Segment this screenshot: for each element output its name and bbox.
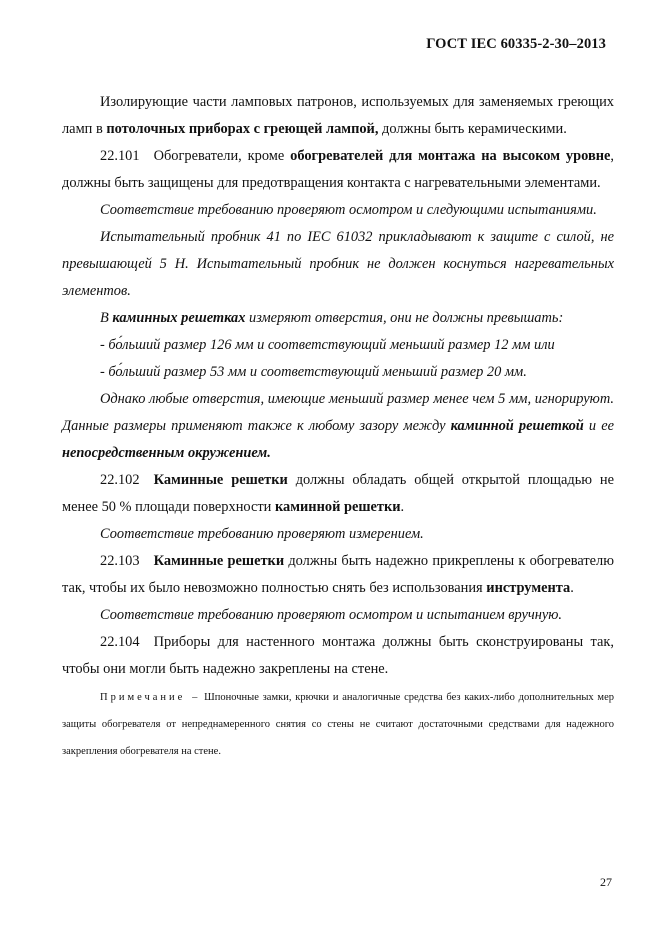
compliance-note-inspection — [62, 197, 614, 224]
document-body — [62, 89, 614, 776]
clause-number: 22.101 — [100, 148, 140, 164]
compliance-note-manual-test — [62, 602, 614, 629]
bold-term: непосредственным окружением. — [62, 445, 271, 461]
list-item: - бо́льший размер 53 мм и соответствующий меньший размер 20 мм. — [100, 364, 527, 380]
paragraph-text: Соответствие требованию проверяют измерением. — [100, 526, 424, 542]
paragraph-text: . — [400, 499, 405, 515]
paragraph-text: Однако любые отверстия, имеющие меньший размер менее чем 5 мм, игнорируют. Данные размеры применяют также к любому зазору между — [62, 391, 614, 434]
paragraph-lamp-holders — [62, 89, 614, 143]
bold-term: инструмента — [486, 580, 571, 596]
paragraph-text: Испытательный пробник 41 по IEC 61032 прикладывают к защите с силой, не превышающей 5 Н. Испытательный пробник не должен коснуться нагревательных элементов. — [62, 229, 614, 299]
page-number: 27 — [600, 875, 612, 889]
bold-term: каминной решетки — [274, 499, 401, 515]
paragraph-text: должны быть керамическими. — [378, 121, 567, 137]
compliance-note-measurement — [62, 521, 614, 548]
paragraph-text: измеряют отверстия, они не должны превышать: — [245, 310, 564, 326]
document-header-title: ГОСТ IEC 60335-2-30–2013 — [426, 36, 606, 52]
clause-22-102 — [62, 467, 614, 521]
note-label: Примечание – — [100, 692, 201, 703]
clause-22-103 — [62, 548, 614, 602]
openings-ignored-paragraph — [62, 386, 614, 467]
clause-22-104 — [62, 629, 614, 683]
clause-number: 22.103 — [100, 553, 140, 569]
clause-22-101 — [62, 143, 614, 197]
paragraph-text: В — [100, 310, 113, 326]
list-item: - бо́льший размер 126 мм и соответствующий меньший размер 12 мм или — [100, 337, 555, 353]
paragraph-text: Соответствие требованию проверяют осмотром и испытанием вручную. — [100, 607, 563, 623]
bold-term: каминной решеткой — [450, 418, 584, 434]
bold-term: обогревателей для монтажа на высоком уровне — [290, 148, 611, 164]
paragraph-text: Приборы для настенного монтажа должны быть сконструированы так, чтобы они могли быть надежно закреплены на стене. — [62, 634, 614, 677]
bold-term: потолочных приборах с греющей лампой, — [106, 121, 379, 137]
paragraph-text: . — [570, 580, 574, 596]
paragraph-text: Обогреватели, кроме — [153, 148, 291, 164]
paragraph-text: Изолирующие части ламповых патронов, используемых для заменяемых греющих ламп в — [62, 94, 614, 137]
paragraph-text: и ее — [583, 418, 614, 434]
test-probe-paragraph — [62, 224, 614, 305]
note-paragraph — [62, 684, 614, 765]
paragraph-text: , должны быть защищены для предотвращения контакта с нагревательными элементами. — [62, 148, 615, 191]
clause-number: 22.102 — [100, 472, 140, 488]
clause-number: 22.104 — [100, 634, 140, 650]
bold-term: каминных решетках — [112, 310, 246, 326]
paragraph-text: Соответствие требованию проверяют осмотром и следующими испытаниями. — [100, 202, 597, 218]
paragraph-text: должны обладать общей открытой площадью не менее 50 % площади поверхности — [62, 472, 614, 515]
bold-term: Каминные решетки — [153, 553, 285, 569]
fireguard-openings-paragraph — [62, 305, 614, 332]
note-text: Шпоночные замки, крючки и аналогичные средства без каких-либо дополнительных мер защиты обогревателя от непреднамеренного снятия со стены не считают достаточными средствами для надежного закрепления обогревателя на стене. — [62, 692, 614, 757]
bold-term: Каминные решетки — [153, 472, 288, 488]
paragraph-text: должны быть надежно прикреплены к обогревателю так, чтобы их было невозможно полностью снять без использования — [62, 553, 614, 596]
